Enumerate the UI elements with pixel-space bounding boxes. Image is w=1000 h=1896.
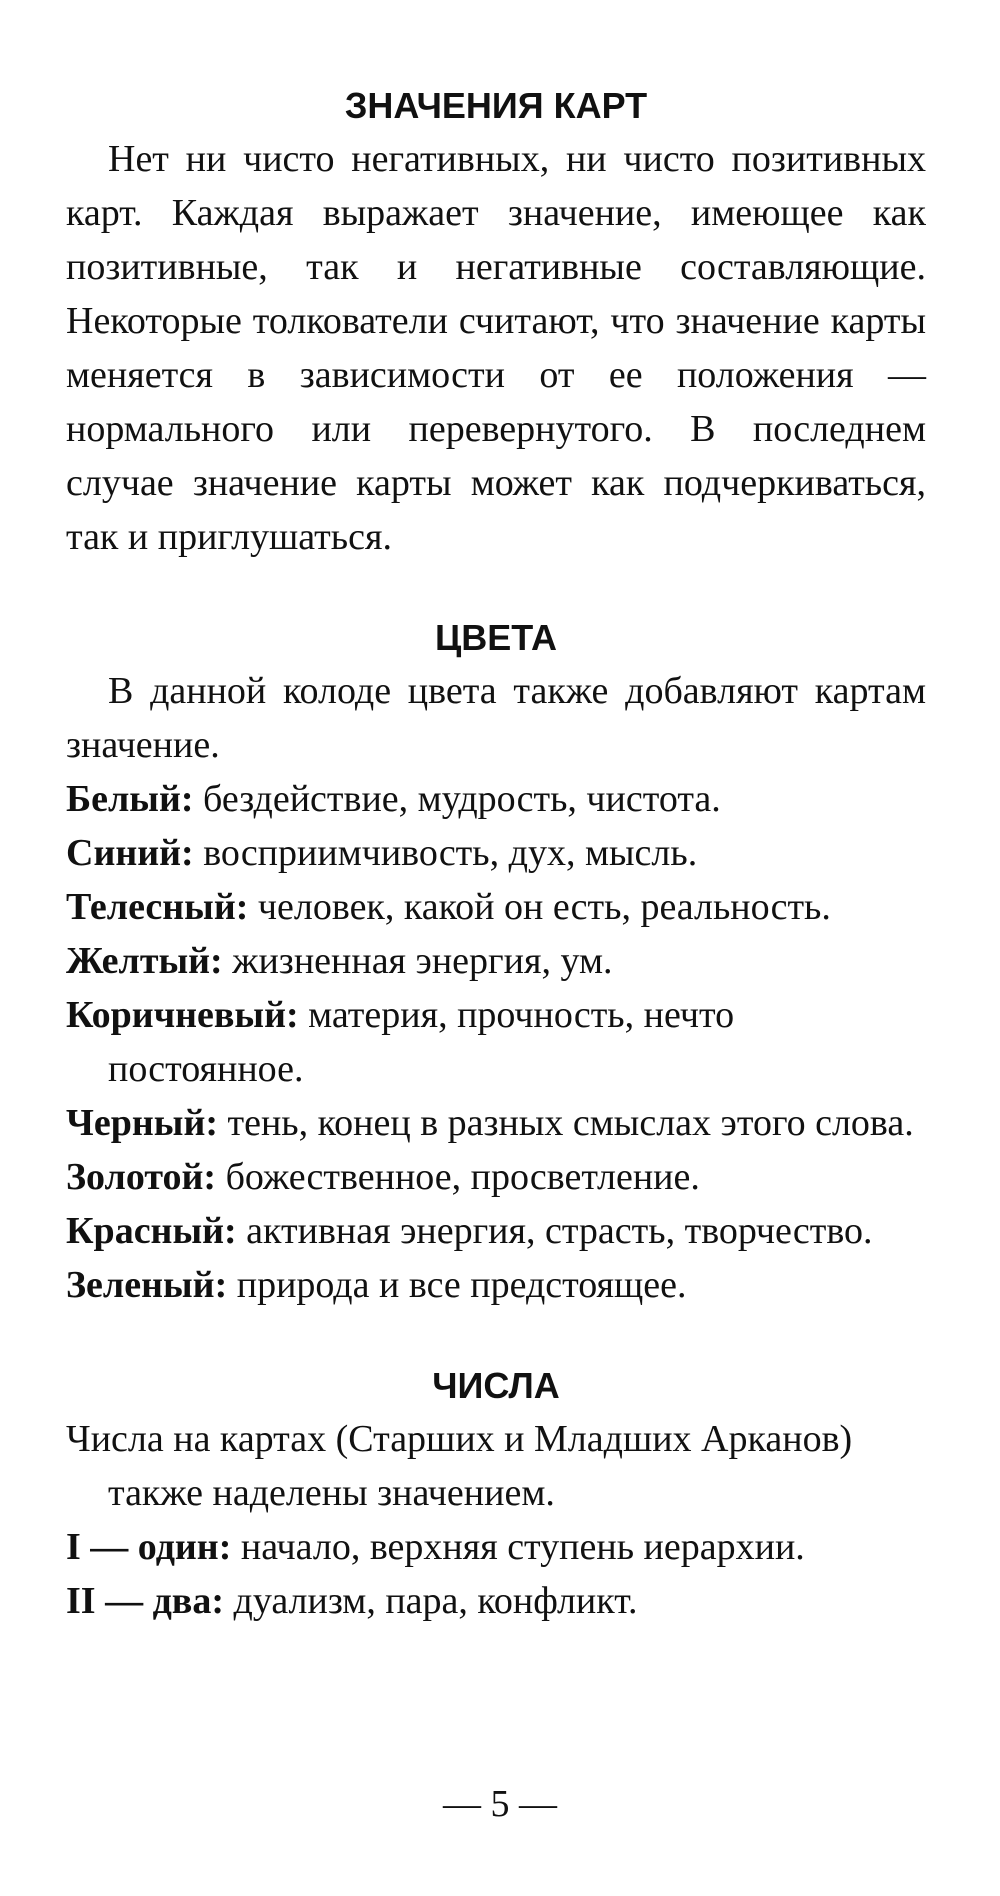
number-term: I — один: (66, 1526, 232, 1568)
color-item (66, 1204, 926, 1258)
color-item (66, 1096, 926, 1150)
color-description: жизненная энергия, ум. (232, 940, 613, 982)
color-term: Черный: (66, 1102, 218, 1144)
color-description: бездействие, мудрость, чистота. (203, 778, 721, 820)
color-description: восприимчивость, дух, мысль. (203, 832, 698, 874)
color-description: человек, какой он есть, реальность. (257, 886, 831, 928)
color-term: Коричневый: (66, 994, 299, 1036)
colors-list (66, 772, 926, 1312)
color-description: природа и все предстоящее. (236, 1264, 687, 1306)
number-term: II — два: (66, 1580, 224, 1622)
page-number: — 5 — (443, 1783, 557, 1825)
color-item (66, 772, 926, 826)
number-description: дуализм, пара, конфликт. (233, 1580, 638, 1622)
book-page (66, 84, 926, 1628)
color-description: материя, прочность, нечто постоянное. (108, 994, 735, 1090)
color-description: божественное, просветление. (225, 1156, 700, 1198)
color-term: Белый: (66, 778, 194, 820)
card-meanings-paragraph: Нет ни чисто негативных, ни чисто позитивных карт. Каждая выражает значение, имеющее как позитивные, так и негативные составляющие. Некоторые толкователи считают, что значение карты меняется в зависимости от ее положения — нормального или перевернутого. В последнем случае значение карты может как подчеркиваться, так и приглушаться. (66, 138, 926, 558)
color-item (66, 880, 926, 934)
color-item (66, 988, 926, 1096)
color-description: тень, конец в разных смыслах этого слова. (227, 1102, 914, 1144)
color-term: Золотой: (66, 1156, 217, 1198)
color-term: Синий: (66, 832, 194, 874)
numbers-intro-paragraph: Числа на картах (Старших и Младших Арканов) также наделены значением. (66, 1418, 853, 1514)
color-item (66, 1258, 926, 1312)
numbers-list (66, 1520, 926, 1628)
section-title-colors: ЦВЕТА (434, 617, 558, 658)
color-item (66, 934, 926, 988)
color-term: Красный: (66, 1210, 237, 1252)
number-description: начало, верхняя ступень иерархии. (240, 1526, 805, 1568)
color-term: Зеленый: (66, 1264, 228, 1306)
color-item (66, 1150, 926, 1204)
color-term: Телесный: (66, 886, 249, 928)
number-item (66, 1520, 926, 1574)
section-title-numbers: ЧИСЛА (432, 1365, 560, 1406)
color-item (66, 826, 926, 880)
color-term: Желтый: (66, 940, 223, 982)
colors-intro-paragraph: В данной колоде цвета также добавляют картам значение. (66, 670, 926, 766)
color-description: активная энергия, страсть, творчество. (246, 1210, 873, 1252)
number-item (66, 1574, 926, 1628)
section-title-card-meanings: ЗНАЧЕНИЯ КАРТ (344, 85, 648, 126)
